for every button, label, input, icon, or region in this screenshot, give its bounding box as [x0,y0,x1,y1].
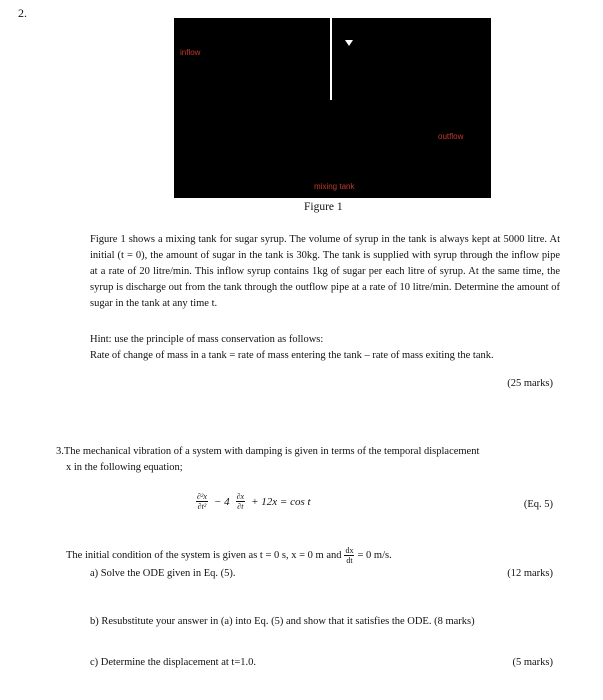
hint-line-1: Hint: use the principle of mass conservation as follows: [90,334,324,345]
d2-numerator: ∂²x [197,492,207,501]
initial-end: = 0 m/s. [357,550,392,561]
q3-intro [56,444,556,476]
minus-term: − 4 [213,495,230,508]
equation-label: (Eq. 5) [523,499,553,510]
d1-denominator: ∂t [237,502,244,511]
part-c-marks: (5 marks) [512,657,553,668]
inflow-label: inflow [180,48,201,57]
question-number: 2. [18,6,27,20]
q3-intro-line2: x in the following equation; [66,462,183,473]
dxdt-numerator: dx [345,546,354,555]
mixing-tank-label: mixing tank [314,182,355,191]
q2-paragraph: Figure 1 shows a mixing tank for sugar syrup. The volume of syrup in the tank is always kept at 5000 litre. At initial (t = 0), the amount of sugar in the tank is 30kg. The tank is supplied with syrup through the inflow pipe at a rate of 20 litre/min. This inflow syrup contains 1kg of sugar per each litre of syrup. At the same time, the syrup is discharge out from the tank through the outflow pipe at a rate of 10 litre/min. Determine the amount of sugar in the tank at any time t. [90,234,560,309]
part-a-marks: (12 marks) [507,568,553,579]
dxdt-fraction [344,546,354,565]
down-arrow-icon [345,40,353,46]
hint-line-2: Rate of change of mass in a tank = rate of mass entering the tank – rate of mass exiting the tank. [90,350,494,361]
equation-rest: + 12x = cos t [251,495,311,508]
first-derivative [236,492,246,511]
q2-marks: (25 marks) [507,378,553,389]
figure-caption: Figure 1 [304,201,343,213]
part-a: a) Solve the ODE given in Eq. (5). [90,568,236,579]
initial-text: The initial condition of the system is given as t = 0 s, x = 0 m and [66,550,342,561]
outflow-label: outflow [438,132,464,141]
ode-equation [196,492,311,511]
mixing-tank-figure [174,18,491,198]
q2-hint [90,332,560,364]
initial-condition [66,546,392,565]
part-b: b) Resubstitute your answer in (a) into Eq. (5) and show that it satisfies the ODE. (8 marks) [90,616,475,627]
d1-numerator: ∂x [236,492,245,501]
dxdt-denominator: dt [346,556,353,565]
tank-divider-line [330,18,332,100]
q3-intro-line1: 3.The mechanical vibration of a system with damping is given in terms of the temporal displacement [56,446,480,457]
d2-denominator: ∂t² [197,502,207,511]
second-derivative [196,492,208,511]
part-c: c) Determine the displacement at t=1.0. [90,657,256,668]
